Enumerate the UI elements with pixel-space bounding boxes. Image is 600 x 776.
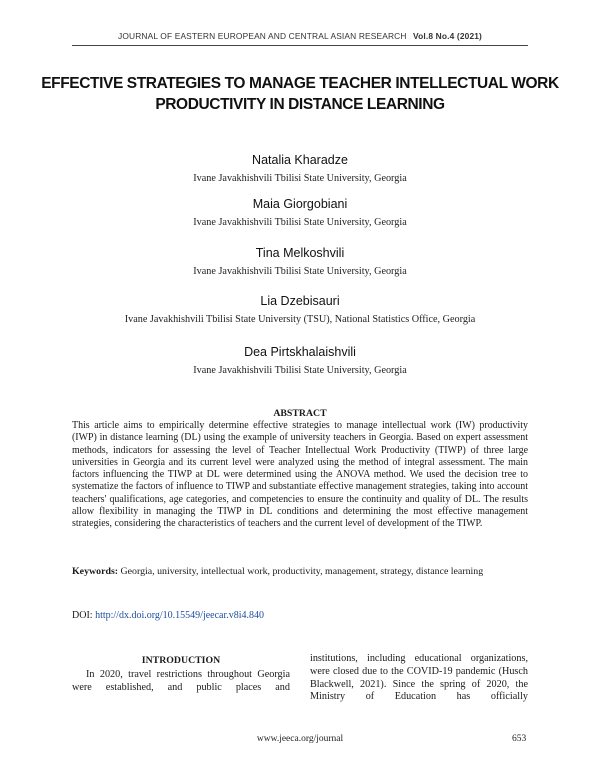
abstract-body: This article aims to empirically determine effective strategies to manage intellectual work (IW) productivity (IWP) in distance learning (DL) using the example of university teachers in Georgia. Based on expert assessment methods, indicators for assessing the level of Teacher Intellectual Work Productivity (TIWP) of three large universities in Georgia and its current level were analyzed using the method of integral assessment. The main factors influencing the TIWP at DL were determined using the ANOVA method. We used the decision tree to systematize the factors of influence to TIWP and substantiate effective management strategies, taking into account teachers' qualifications, age categories, and competencies to ensure the continuity and quality of DL. The results allow flexibility in managing the TIWP in DL conditions and determining the most effective management strategies, considering the characteristics of teachers and the current level of development of the TIWP.: [72, 420, 528, 530]
journal-name: JOURNAL OF EASTERN EUROPEAN AND CENTRAL ASIAN RESEARCH: [118, 31, 407, 41]
author-affiliation: Ivane Javakhishvili Tbilisi State University, Georgia: [193, 217, 407, 228]
author-block: [40, 245, 560, 279]
author-affiliation: Ivane Javakhishvili Tbilisi State University, Georgia: [193, 365, 407, 376]
author-affiliation: Ivane Javakhishvili Tbilisi State University, Georgia: [193, 266, 407, 277]
doi-label: DOI:: [72, 610, 93, 621]
author-affiliation: Ivane Javakhishvili Tbilisi State University, Georgia: [193, 173, 407, 184]
doi-line: [72, 610, 264, 621]
keywords-text: Georgia, university, intellectual work, productivity, management, strategy, distance learning: [120, 566, 484, 577]
author-block: [40, 344, 560, 378]
author-name: Maia Giorgobiani: [252, 197, 348, 211]
keywords: [72, 566, 532, 578]
page-number: 653: [512, 734, 527, 744]
header-rule: [72, 45, 528, 46]
running-header: [0, 31, 600, 41]
footer-url: www.jeeca.org/journal: [256, 734, 344, 744]
author-name: Lia Dzebisauri: [260, 294, 340, 308]
introduction-text-right: institutions, including educational organizations, were closed due to the COVID-19 pandemic (Husch Blackwell, 2021). Since the spring of 2020, the Ministry of Education has officially: [310, 653, 528, 703]
abstract-heading: ABSTRACT: [273, 408, 327, 419]
author-name: Natalia Kharadze: [252, 153, 348, 167]
volume-issue: Vol.8 No.4 (2021): [413, 31, 482, 41]
introduction-heading: INTRODUCTION: [141, 655, 221, 666]
doi-link[interactable]: http://dx.doi.org/10.15549/jeecar.v8i4.840: [95, 610, 265, 621]
paper-title: EFFECTIVE STRATEGIES TO MANAGE TEACHER INTELLECTUAL WORK PRODUCTIVITY IN DISTANCE LEARNING: [41, 75, 559, 113]
author-block: [40, 196, 560, 230]
introduction-text-left: In 2020, travel restrictions throughout Georgia were established, and public places and: [72, 669, 290, 693]
author-block: [40, 152, 560, 186]
author-affiliation: Ivane Javakhishvili Tbilisi State University (TSU), National Statistics Office, Georgia: [124, 314, 476, 325]
author-name: Dea Pirtskhalaishvili: [244, 345, 356, 359]
column-right: [310, 653, 528, 704]
author-name: Tina Melkoshvili: [255, 246, 345, 260]
author-block: [40, 293, 560, 327]
column-left: [72, 655, 290, 695]
keywords-label: Keywords:: [72, 566, 119, 577]
